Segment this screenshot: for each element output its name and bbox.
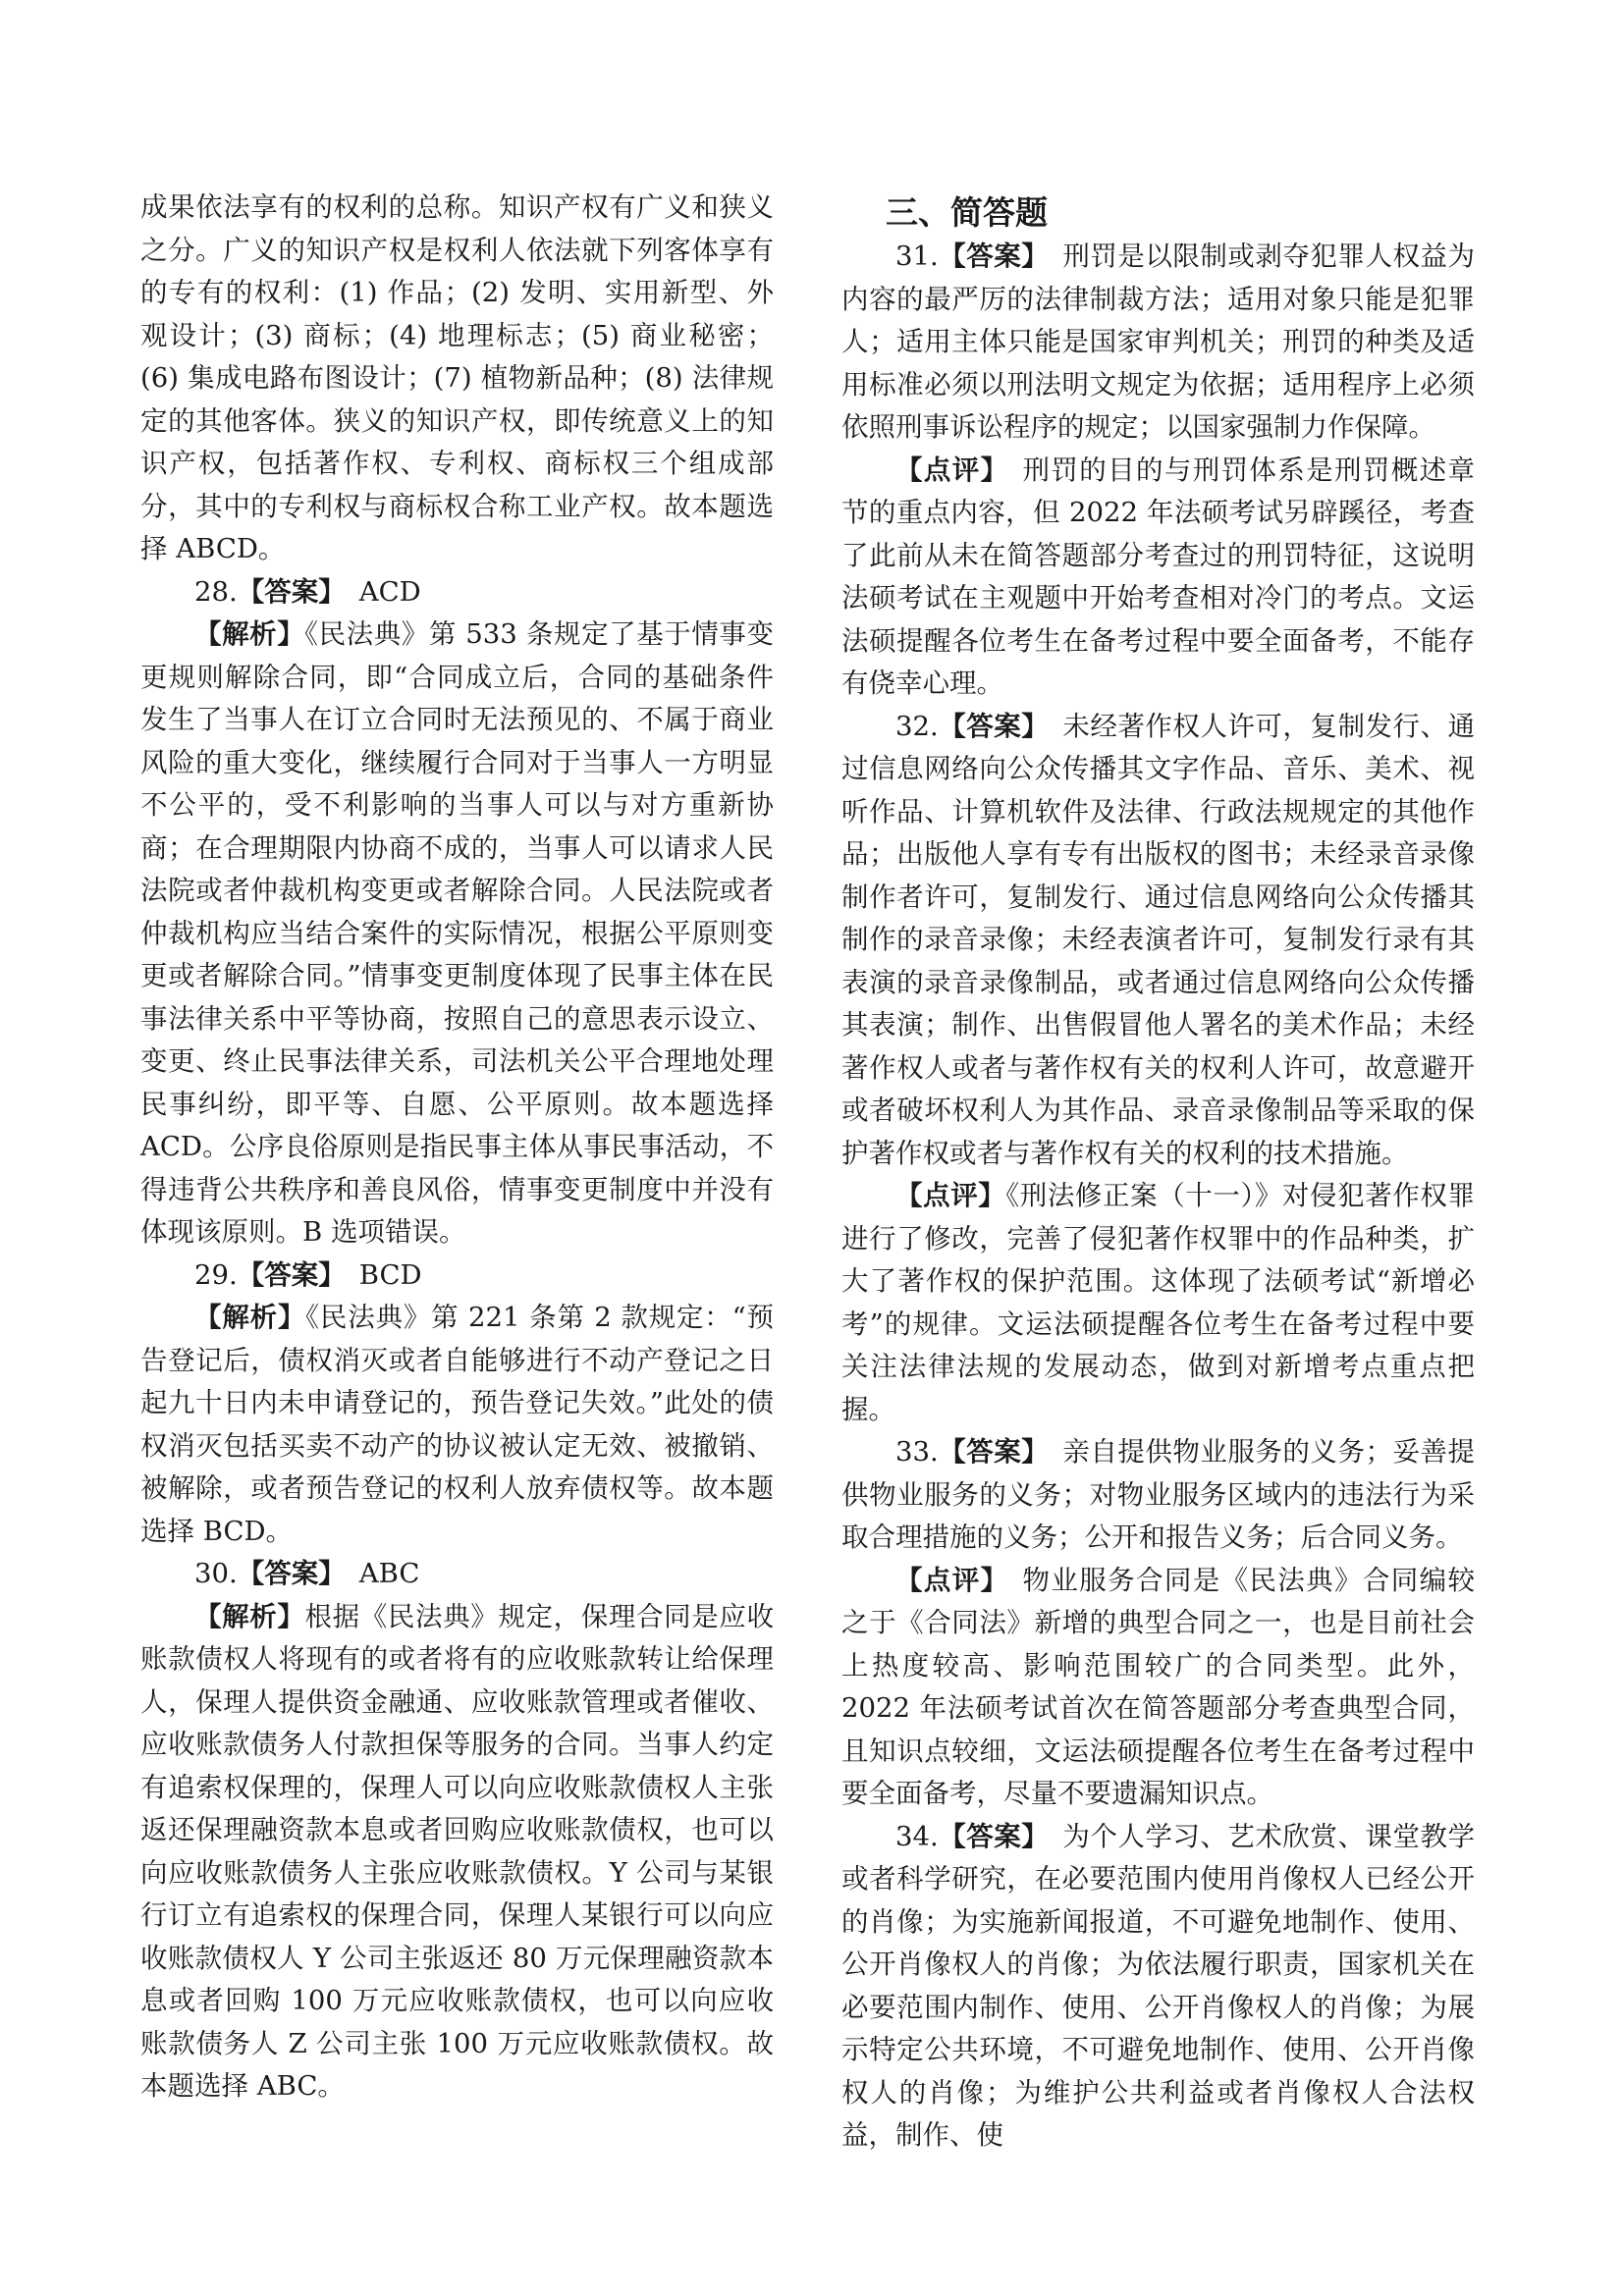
analysis-text: 《民法典》第 221 条第 2 款规定：“预告登记后，债权消灭或者自能够进行不动产登记之日起九十日内未申请登记的，预告登记失效。”此处的债权消灭包括买卖不动产的协议被认定无效、被撤销、被解除，或者预告登记的权利人放弃债权等。故本题选择 BCD。 <box>140 1302 775 1547</box>
answer-label: 【答案】 <box>938 710 1050 742</box>
question-number: 30. <box>194 1558 238 1589</box>
comment-text: 《刑法修正案（十一）》对侵犯著作权罪进行了修改，完善了侵犯著作权罪中的作品种类，扩大了著作权的保护范围。这体现了法硕考试“新增必考”的规律。文运法硕提醒各位考生在备考过程中要关注法律法规的发展动态，做到对新增考点重点把握。 <box>841 1180 1476 1425</box>
comment-paragraph-33 <box>841 1560 1475 1816</box>
answer-label: 【答案】 <box>938 1436 1050 1468</box>
analysis-text: 根据《民法典》规定，保理合同是应收账款债权人将现有的或者将有的应收账款转让给保理人，保理人提供资金融通、应收账款管理或者催收、应收账款债务人付款担保等服务的合同。当事人约定有追索权保理的，保理人可以向应收账款债权人主张返还保理融资款本息或者回购应收账款债权，也可以向应收账款债务人主张应收账款债权。Y 公司与某银行订立有追索权的保理合同，保理人某银行可以向应收账款债权人 Y 公司主张返还 80 万元保理融资款本息或者回购 100 万元应收账款债权，也可以向应收账款债务人 Z 公司主张 100 万元应收账款债权。故本题选择 ABC。 <box>140 1600 774 2102</box>
answer-label: 【答案】 <box>237 1258 346 1291</box>
answer-text: 未经著作权人许可，复制发行、通过信息网络向公众传播其文字作品、音乐、美术、视听作品、计算机软件及法律、行政法规规定的其他作品；出版他人享有专有出版权的图书；未经录音录像制作者许可，复制发行、通过信息网络向公众传播其制作的录音录像；未经表演者许可，复制发行录有其表演的录音录像制品，或者通过信息网络向公众传播其表演；制作、出售假冒他人署名的美术作品；未经著作权人或者与著作权有关的权利人许可，故意避开或者破坏权利人为其作品、录音录像制品等采取的保护著作权或者与著作权有关的权利的技术措施。 <box>841 710 1476 1169</box>
comment-paragraph-31 <box>841 450 1475 706</box>
answer-label: 【答案】 <box>237 575 346 608</box>
question-number: 28. <box>194 575 238 608</box>
comment-label: 【点评】 <box>895 1180 1006 1211</box>
question-number: 33. <box>895 1436 939 1468</box>
comment-label: 【点评】 <box>895 1564 1009 1596</box>
answer-paragraph-34 <box>841 1816 1475 2158</box>
answer-value: ABC <box>358 1558 420 1589</box>
analysis-text: 《民法典》第 533 条规定了基于情事变更规则解除合同，即“合同成立后，合同的基础条件发生了当事人在订立合同时无法预见的、不属于商业风险的重大变化，继续履行合同对于当事人一方明显不公平的，受不利影响的当事人可以与对方重新协商；在合理期限内协商不成的，当事人可以请求人民法院或者仲裁机构变更或者解除合同。人民法院或者仲裁机构应当结合案件的实际情况，根据公平原则变更或者解除合同。”情事变更制度体现了民事主体在民事法律关系中平等协商，按照自己的意思表示设立、变更、终止民事法律关系，司法机关公平合理地处理民事纠纷，即平等、自愿、公平原则。故本题选择 ACD。公序良俗原则是指民事主体从事民事活动，不得违背公共秩序和善良风俗，情事变更制度中并没有体现该原则。B 选项错误。 <box>140 618 774 1248</box>
section-title: 三、简答题 <box>886 193 1048 232</box>
answer-line-29 <box>140 1255 774 1298</box>
analysis-label: 【解析】 <box>194 1600 305 1632</box>
comment-text: 物业服务合同是《民法典》合同编较之于《合同法》新增的典型合同之一，也是目前社会上热度较高、影响范围较广的合同类型。此外，2022 年法硕考试首次在简答题部分考查典型合同，且知识点较细，文运法硕提醒各位考生在备考过程中要全面备考，尽量不要遗漏知识点。 <box>841 1564 1476 1809</box>
analysis-label: 【解析】 <box>194 618 305 650</box>
analysis-paragraph-30 <box>140 1596 774 2109</box>
analysis-label: 【解析】 <box>194 1302 306 1333</box>
analysis-paragraph-29 <box>140 1297 774 1553</box>
answer-line-30 <box>140 1553 774 1596</box>
answer-paragraph-32 <box>841 706 1475 1176</box>
answer-value: BCD <box>358 1258 422 1291</box>
right-column <box>841 190 1475 2158</box>
question-number: 29. <box>194 1258 238 1291</box>
answer-paragraph-31 <box>841 236 1475 450</box>
answer-line-28 <box>140 571 774 614</box>
question-number: 34. <box>895 1820 939 1852</box>
answer-label: 【答案】 <box>938 240 1050 272</box>
answer-label: 【答案】 <box>237 1558 346 1589</box>
intro-paragraph: 成果依法享有的权利的总称。知识产权有广义和狭义之分。广义的知识产权是权利人依法就下列客体享有的专有的权利：(1) 作品；(2) 发明、实用新型、外观设计；(3) 商标；(4) 地理标志；(5) 商业秘密；(6) 集成电路布图设计；(7) 植物新品种；(8) 法律规定的其他客体。狭义的知识产权，即传统意义上的知识产权，包括著作权、专利权、商标权三个组成部分，其中的专利权与商标权合称工业产权。故本题选择 ABCD。 <box>140 191 774 564</box>
answer-value: ACD <box>358 575 421 608</box>
question-number: 31. <box>895 240 939 272</box>
answer-text: 为个人学习、艺术欣赏、课堂教学或者科学研究，在必要范围内使用肖像权人已经公开的肖像；为实施新闻报道，不可避免地制作、使用、公开肖像权人的肖像；为依法履行职责，国家机关在必要范围内制作、使用、公开肖像权人的肖像；为展示特定公共环境，不可避免地制作、使用、公开肖像权人的肖像；为维护公共利益或者肖像权人合法权益，制作、使 <box>841 1820 1476 2151</box>
analysis-paragraph-28 <box>140 614 774 1255</box>
left-column <box>140 187 774 2109</box>
question-number: 32. <box>895 710 939 742</box>
comment-text: 刑罚的目的与刑罚体系是刑罚概述章节的重点内容，但 2022 年法硕考试另辟蹊径，考查了此前从未在简答题部分考查过的刑罚特征，这说明法硕考试在主观题中开始考查相对冷门的考点。文运法硕提醒各位考生在备考过程中要全面备考，不能存有侥幸心理。 <box>841 454 1476 699</box>
comment-paragraph-32 <box>841 1175 1475 1431</box>
answer-text: 亲自提供物业服务的义务；妥善提供物业服务的义务；对物业服务区域内的违法行为采取合理措施的义务；公开和报告义务；后合同义务。 <box>841 1436 1476 1553</box>
answer-paragraph-33 <box>841 1431 1475 1560</box>
comment-label: 【点评】 <box>895 454 1009 486</box>
answer-text: 刑罚是以限制或剥夺犯罪人权益为内容的最严厉的法律制裁方法；适用对象只能是犯罪人；适用主体只能是国家审判机关；刑罚的种类及适用标准必须以刑法明文规定为依据；适用程序上必须依照刑事诉讼程序的规定；以国家强制力作保障。 <box>841 240 1476 443</box>
answer-label: 【答案】 <box>938 1820 1050 1852</box>
